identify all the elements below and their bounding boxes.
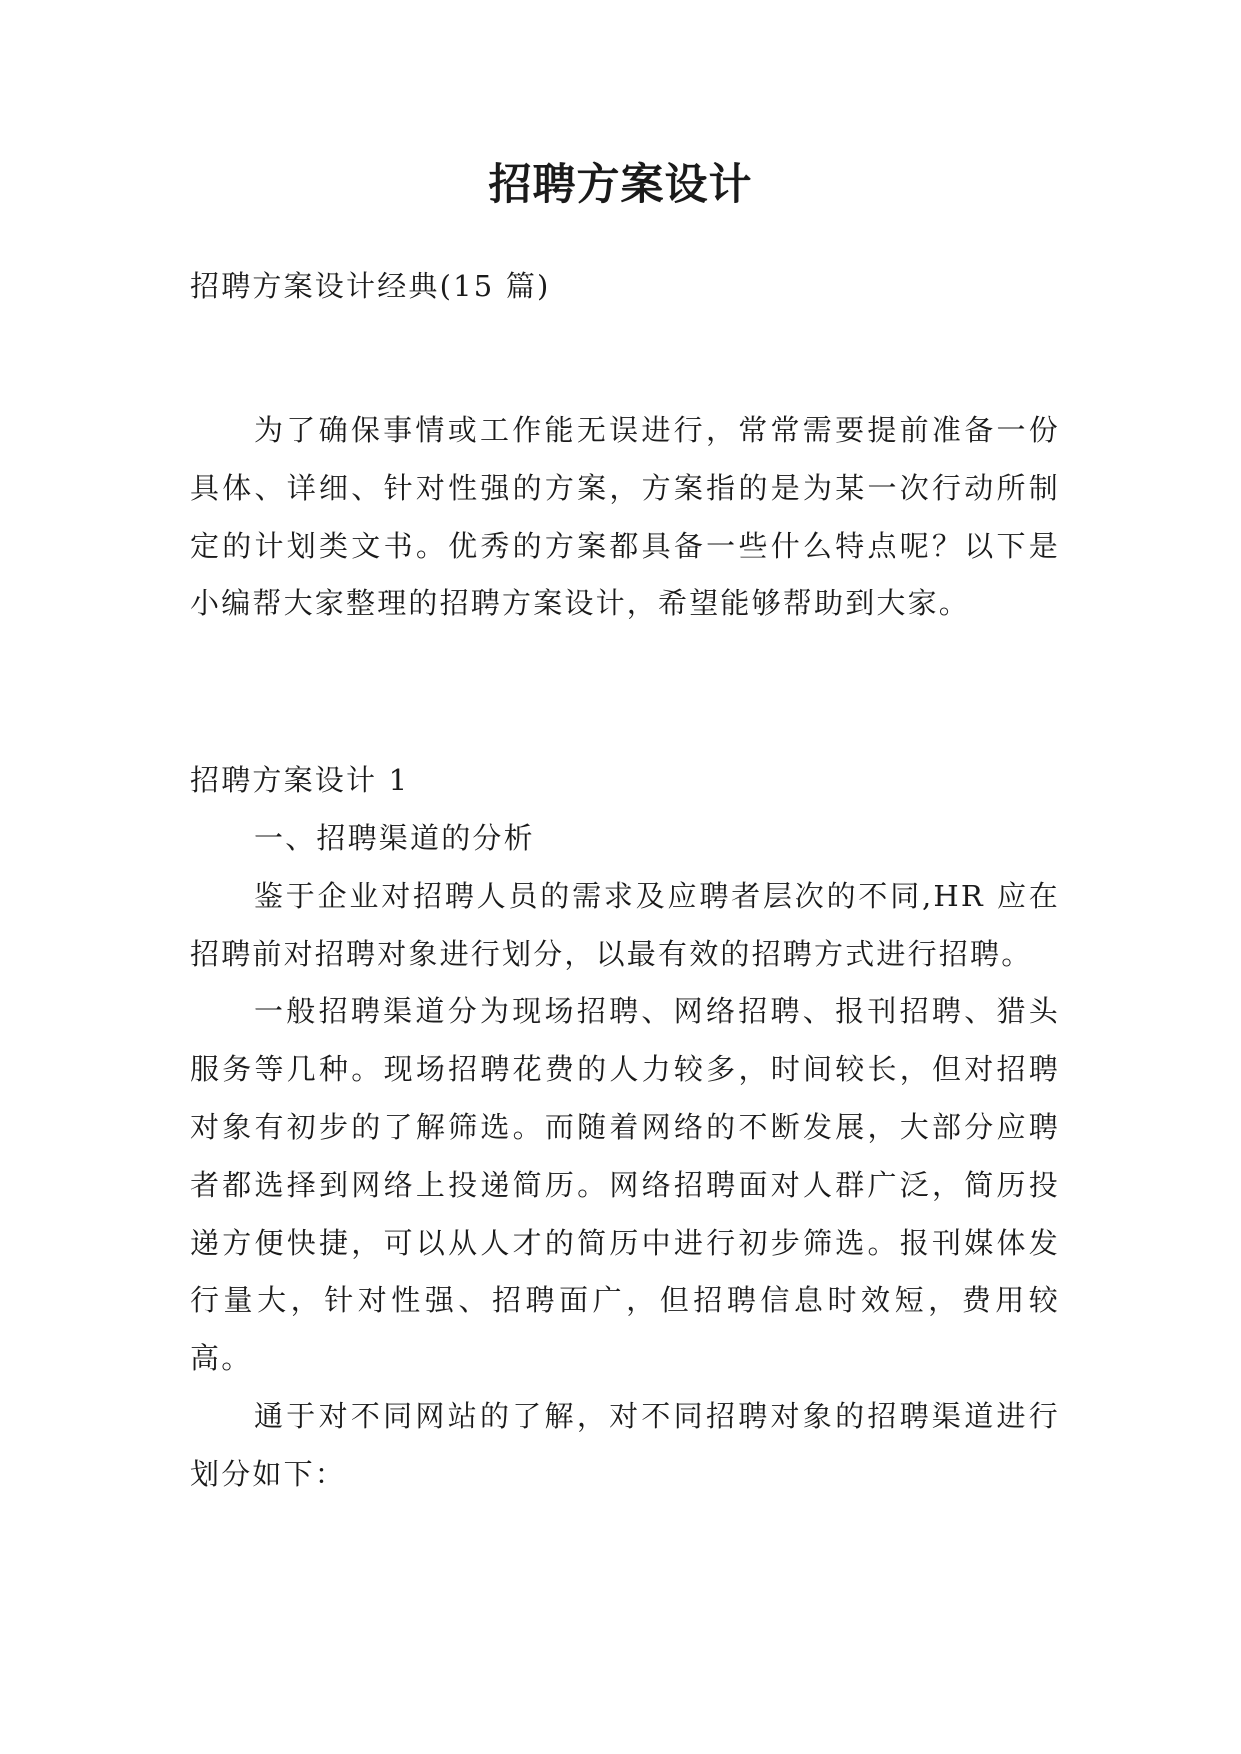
document-subtitle: 招聘方案设计经典(15 篇) — [190, 269, 551, 303]
section-title: 招聘方案设计 1 — [190, 763, 410, 797]
intro-paragraph: 为了确保事情或工作能无误进行，常常需要提前准备一份具体、详细、针对性强的方案，方案指的是为某一次行动所制定的计划类文书。优秀的方案都具备一些什么特点呢？以下是小编帮大家整理的招聘方案设计，希望能够帮助到大家。 — [190, 413, 1060, 621]
section-heading: 一、招聘渠道的分析 — [254, 821, 535, 855]
paragraph: 鉴于企业对招聘人员的需求及应聘者层次的不同,HR 应在招聘前对招聘对象进行划分，以最有效的招聘方式进行招聘。 — [190, 878, 1060, 971]
paragraph: 一般招聘渠道分为现场招聘、网络招聘、报刊招聘、猎头服务等几种。现场招聘花费的人力较多，时间较长，但对招聘对象有初步的了解筛选。而随着网络的不断发展，大部分应聘者都选择到网络上投递简历。网络招聘面对人群广泛，简历投递方便快捷，可以从人才的简历中进行初步筛选。报刊媒体发行量大，针对性强、招聘面广，但招聘信息时效短，费用较高。 — [190, 994, 1060, 1376]
section-content — [190, 810, 1060, 1504]
document-title: 招聘方案设计 — [488, 160, 753, 210]
paragraph: 通于对不同网站的了解，对不同招聘对象的招聘渠道进行划分如下： — [190, 1398, 1060, 1491]
